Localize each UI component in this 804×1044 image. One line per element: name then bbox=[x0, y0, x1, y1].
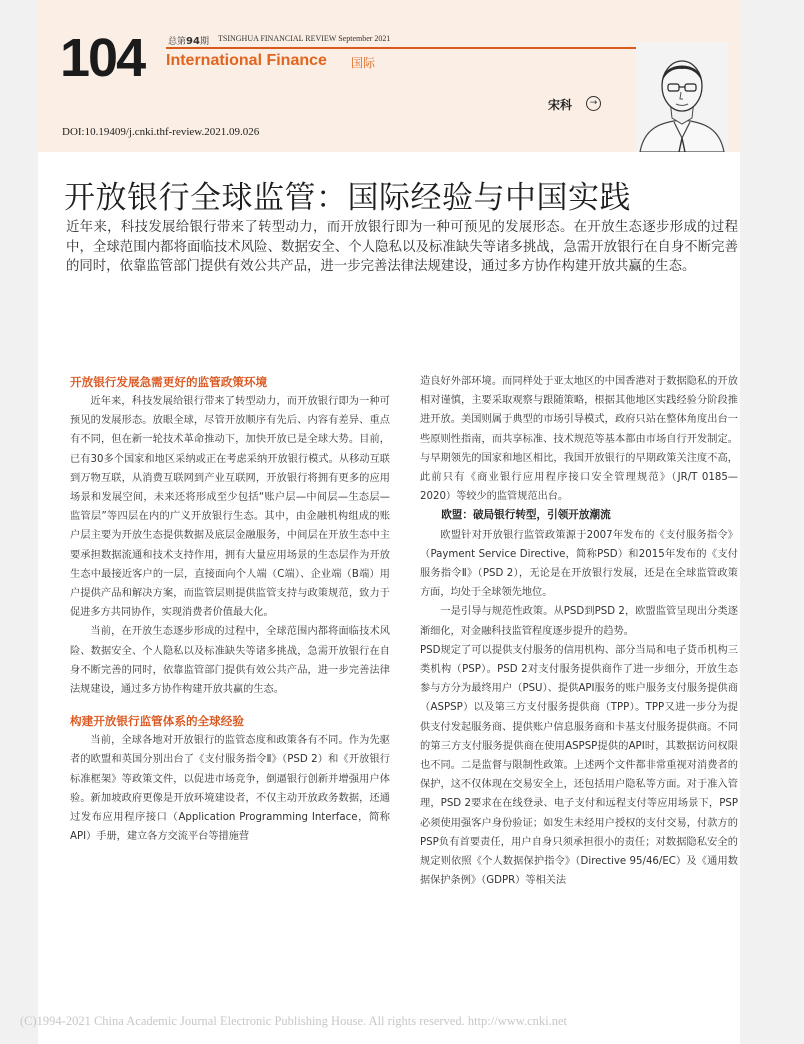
article-lead: 近年来，科技发展给银行带来了转型动力，而开放银行即为一种可预见的发展形态。在开放生态逐步形成的过程中，全球范围内都将面临技术风险、数据安全、个人隐私以及标准缺失等诸多挑战，急需开放银行在自身不断完善的同时，依靠监管部门提供有效公共产品，进一步完善法律法规建设，通过多方协作构建开放共赢的生态。 bbox=[66, 220, 738, 274]
article-title: 开放银行全球监管：国际经验与中国实践 bbox=[64, 180, 631, 216]
doi: DOI:10.19409/j.cnki.thf-review.2021.09.026 bbox=[62, 126, 260, 138]
right-page-margin bbox=[740, 0, 804, 1044]
section-title-cn: 国际 bbox=[351, 56, 376, 70]
section-heading: 开放银行发展急需更好的监管政策环境 bbox=[70, 375, 268, 389]
arrow-circle-icon: → bbox=[586, 96, 601, 111]
author-portrait-drawing bbox=[636, 42, 728, 152]
paragraph: PSD规定了可以提供支付服务的信用机构、部分当局和电子货币机构三类机构（PSP）。PSD 2对支付服务提供商作了进一步细分，开放生态参与方分为最终用户（PSU）、提供API服务的账户服务支付服务提供商（ASPSP）以及第三方支付服务提供商（TPP）。TPP又进一步分为提供支付发起服务商、提供账户信息服务商和卡基支付服务提供商。不同的第三方支付服务提供商在使用ASPSP提供的API时，其数据访问权限也不同。二是监督与限制性政策。上述两个文件都非常重视对消费者的保护，这不仅体现在交易安全上，还包括用户隐私等方面。对于准入管理，PSD 2要求在在线登录、电子支付和远程支付等应用场景下，PSP必须使用强客户身份验证；如发生未经用户授权的支付交易，付款方的PSP负有首要责任，用户自身只须承担很小的责任；对数据隐私安全的规定则依照《个人数据保护指令》（Directive 95/46/EC）及《通用数据保护条例》（GDPR）等相关法 bbox=[420, 644, 738, 887]
issue-number: 94 bbox=[186, 36, 200, 47]
author-portrait bbox=[636, 42, 728, 152]
issue-label bbox=[168, 34, 209, 47]
paragraph: 近年来，科技发展给银行带来了转型动力，而开放银行即为一种可预见的发展形态。放眼全球，尽管开放顺序有先后、内容有差异、重点有不同，但在新一轮技术革命推动下，加快开放已是全球大势。目前，已有30多个国家和地区采纳或正在考虑采纳开放银行模式。从移动互联到万物互联，从消费互联网到产业互联网，开放银行将拥有更多的应用场景和发展空间，未来还将形成至少包括“账户层—中间层—生态层—监管层”等四层在内的广义开放银行生态。其中，由金融机构组成的账户层主要为开放生态提供数据及底层金融服务，中间层在开放生态中主要承担数据流通和技术支持作用，拥有大量应用场景的生态层作为开放生态中最接近客户的一层，直接面向个人端（C端）、企业端（B端）用户提供产品和解决方案，而监管层则提供监管支持与政策规范，致力于促进多方共同协作，实现消费者价值最大化。 bbox=[70, 396, 390, 619]
copyright-footer: (C)1994-2021 China Academic Journal Electronic Publishing House. All rights reserved. http://www.cnki.net bbox=[20, 1014, 568, 1028]
issue-prefix: 总第 bbox=[168, 37, 187, 47]
paragraph: 当前，全球各地对开放银行的监管态度和政策各有不同。作为先驱者的欧盟和英国分别出台了《支付服务指令Ⅱ》（PSD 2）和《开放银行标准框架》等政策文件，以促进市场竞争，倒逼银行创新并增强用户体验。新加坡政府更像是开放环境建设者，不仅主动开放政务数据，还通过发布应用程序接口（Application Programming Interface，简称API）手册，建立各方交流平台等措施营 bbox=[70, 735, 390, 843]
header-divider bbox=[166, 47, 638, 49]
section-title-en: International Finance bbox=[166, 52, 327, 69]
paragraph: 一是引导与规范性政策。从PSD到PSD 2，欧盟监管呈现出分类逐渐细化，对金融科技监管程度逐步提升的趋势。 bbox=[420, 606, 738, 637]
right-column bbox=[420, 372, 738, 890]
left-column bbox=[70, 372, 390, 846]
section-heading: 构建开放银行监管体系的全球经验 bbox=[70, 714, 244, 729]
paragraph: 当前，在开放生态逐步形成的过程中，全球范围内都将面临技术风险、数据安全、个人隐私以及标准缺失等诸多挑战，急需开放银行在自身不断完善的同时，依靠监管部门提供有效公共产品，进一步完善法律法规建设，通过多方协作构建开放共赢的生态。 bbox=[70, 626, 390, 696]
paragraph: 欧盟针对开放银行监管政策源于2007年发布的《支付服务指令》（Payment Service Directive，简称PSD）和2015年发布的《支付服务指令Ⅱ》（PSD 2），无论是在开放银行发展，还是在全球监管政策方面，均处于全球领先地位。 bbox=[420, 529, 738, 599]
page-number: 104 bbox=[60, 28, 145, 88]
issue-suffix: 期 bbox=[199, 37, 209, 47]
paragraph: 造良好外部环境。而同样处于亚太地区的中国香港对于数据隐私的开放相对谨慎，主要采取观察与跟随策略，根据其他地区实践经验分阶段推进开放。美国则属于典型的市场引导模式，政府只站在整体角度出台一些原则性指南，而共享标准、技术规范等基本都由市场自行开发制定。与早期领先的国家和地区相比，我国开放银行的早期政策关注度不高，此前只有《商业银行应用程序接口安全管理规范》（JR/T 0185—2020）等较少的监管规范出台。 bbox=[420, 376, 738, 503]
author-name: 宋科 bbox=[548, 98, 573, 112]
subsection-heading: 欧盟：破局银行转型，引领开放潮流 bbox=[441, 509, 611, 522]
journal-name: TSINGHUA FINANCIAL REVIEW September 2021 bbox=[218, 34, 391, 43]
left-page-margin bbox=[0, 0, 38, 1044]
